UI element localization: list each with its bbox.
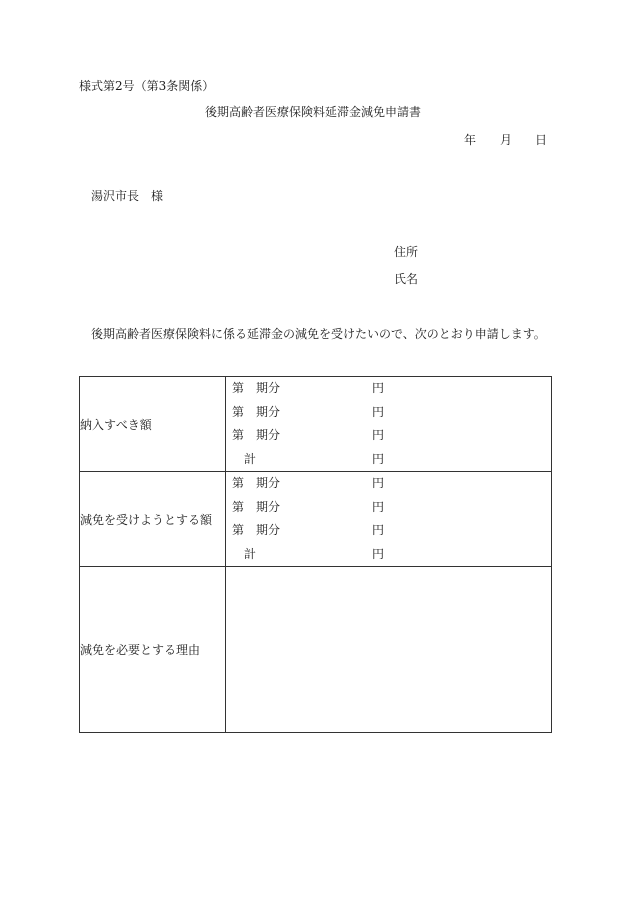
date-year: 年: [464, 133, 477, 147]
period-line: [226, 377, 551, 401]
amount-due-label: 納入すべき額: [80, 377, 226, 472]
period-suffix: 期分: [256, 404, 281, 419]
yen-unit: 円: [372, 499, 385, 514]
reduction-amount-row: [80, 472, 552, 567]
yen-unit: 円: [372, 476, 385, 490]
yen-unit: 円: [372, 523, 385, 537]
intro-statement: 後期高齢者医療保険料に係る延滞金の減免を受けたいので、次のとおり申請します。: [91, 327, 546, 341]
period-line: [226, 401, 551, 425]
total-line: [226, 543, 551, 567]
yen-unit: 円: [372, 546, 385, 561]
yen-unit: 円: [372, 381, 385, 395]
application-table: [79, 376, 552, 733]
total-label: 計: [244, 546, 257, 561]
period-line: [226, 424, 551, 448]
reduction-amount-values[interactable]: [226, 472, 552, 567]
period-dai: 第: [232, 404, 245, 419]
reduction-amount-label: 減免を受けようとする額: [80, 472, 226, 567]
reason-label: 減免を必要とする理由: [80, 567, 226, 733]
period-dai: 第: [232, 476, 245, 490]
reason-row: [80, 567, 552, 733]
date-day: 日: [535, 133, 548, 147]
period-line: [226, 472, 551, 496]
reason-field[interactable]: [226, 567, 552, 733]
period-suffix: 期分: [256, 381, 281, 395]
address-label: 住所: [394, 245, 419, 259]
yen-unit: 円: [372, 404, 385, 419]
period-line: [226, 519, 551, 543]
total-label: 計: [244, 451, 257, 466]
name-label: 氏名: [394, 272, 419, 286]
total-line: [226, 448, 551, 472]
yen-unit: 円: [372, 451, 385, 466]
addressee: 湯沢市長 様: [91, 189, 164, 203]
amount-due-row: [80, 377, 552, 472]
period-suffix: 期分: [256, 428, 281, 442]
period-dai: 第: [232, 523, 245, 537]
period-dai: 第: [232, 428, 245, 442]
document-title: 後期高齢者医療保険料延滞金減免申請書: [205, 105, 422, 119]
period-suffix: 期分: [256, 523, 281, 537]
period-line: [226, 496, 551, 520]
date-month: 月: [500, 133, 513, 147]
amount-due-values[interactable]: [226, 377, 552, 472]
yen-unit: 円: [372, 428, 385, 442]
period-suffix: 期分: [256, 476, 281, 490]
form-number: 様式第2号（第3条関係）: [79, 79, 215, 93]
period-suffix: 期分: [256, 499, 281, 514]
period-dai: 第: [232, 499, 245, 514]
period-dai: 第: [232, 381, 245, 395]
